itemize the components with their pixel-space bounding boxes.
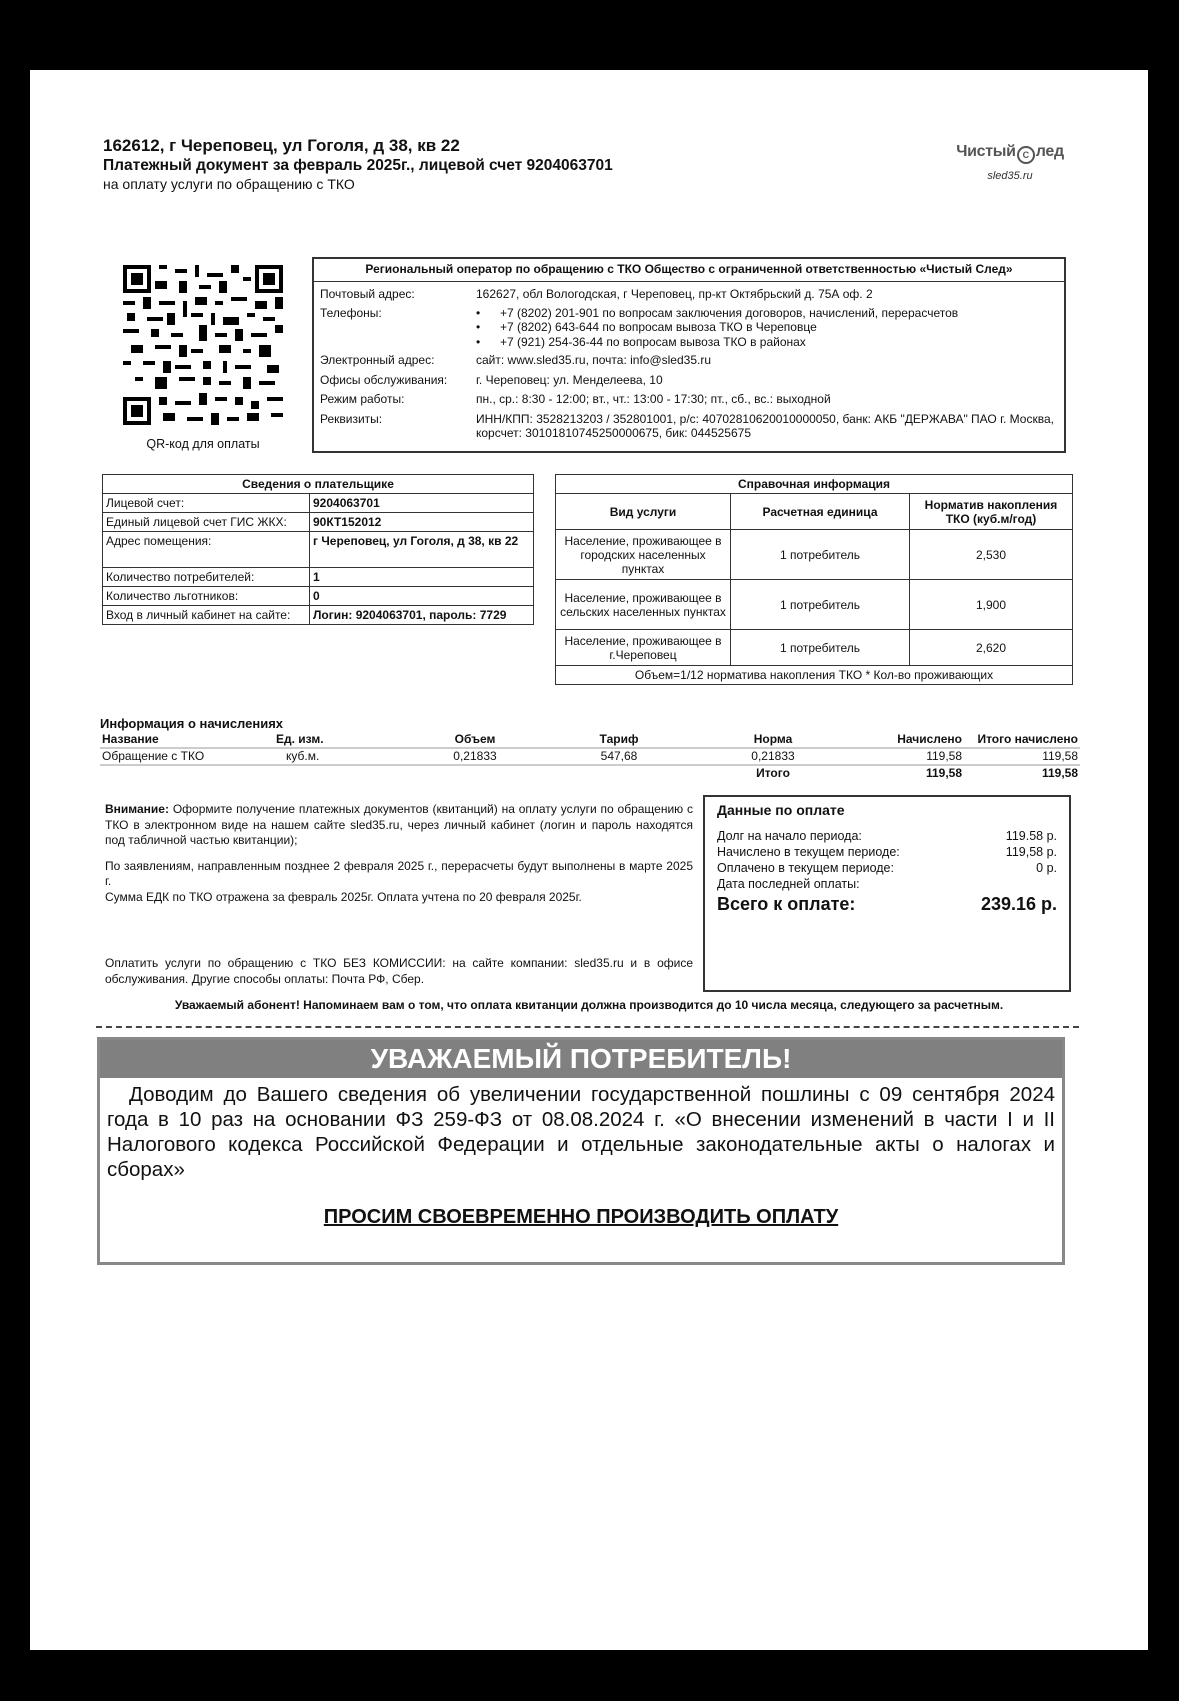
column-header: Начислено xyxy=(850,732,964,748)
table-row: Лицевой счет: 9204063701 xyxy=(103,494,534,513)
table-row: Количество льготников: 0 xyxy=(103,587,534,606)
payment-summary-box xyxy=(703,795,1071,992)
column-header: Норма xyxy=(696,732,850,748)
operator-title: Региональный оператор по обращению с ТКО Общество с ограниченной ответственностью «Чистый След» xyxy=(314,259,1064,282)
banner-body: Доводим до Вашего сведения об увеличении государственной пошлины с 09 сентября 2024 года в 10 раз на основании ФЗ 259-ФЗ от 08.08.2024 г. «О внесении изменений в части I и II Налогового кодекса Российской Федерации и отдельные законодательные акты о налогах и сборах» xyxy=(107,1083,1055,1181)
column-header: Объем xyxy=(408,732,542,748)
column-header: Ед. изм. xyxy=(274,732,408,748)
payment-row: Долг на начало периода: 119.58 р. xyxy=(717,829,1057,843)
qr-code-icon xyxy=(123,265,283,425)
column-header: Название xyxy=(100,732,274,748)
payer-table-title: Сведения о плательщике xyxy=(103,475,534,494)
table-row: Население, проживающее в г.Череповец 1 потребитель 2,620 xyxy=(556,630,1073,666)
total-due: Всего к оплате: 239.16 р. xyxy=(717,894,1057,914)
qr-caption: QR-код для оплаты xyxy=(146,437,260,451)
payment-document-page xyxy=(30,70,1148,1650)
operator-requisites-row: Реквизиты: ИНН/КПП: 3528213203 / 352801001, р/с: 40702810620010000050, банк: АКБ "ДЕРЖАВА" ПАО г. Москва, корсчет: 30101810745250000675, бик: 044525675 xyxy=(320,411,1054,440)
table-row: Вход в личный кабинет на сайте: Логин: 9204063701, пароль: 7729 xyxy=(103,606,534,625)
gis-account-number: 90КТ152012 xyxy=(310,513,534,532)
charges-title: Информация о начислениях xyxy=(100,716,284,731)
edk-note: Сумма ЕДК по ТКО отражена за февраль 2025г. Оплата учтена по 20 февраля 2025г. xyxy=(105,889,582,904)
attention-note: Внимание: Оформите получение платежных документов (квитанций) на оплату услуги по обращению с ТКО в электронном виде на нашем сайте sled35.ru, через личный кабинет (логин и пароль находятся под табличной частью квитанции); xyxy=(105,802,693,847)
column-header: Вид услуги xyxy=(556,494,731,530)
payment-summary-title: Данные по оплате xyxy=(717,802,845,818)
reference-footnote: Объем=1/12 норматива накопления ТКО * Кол-во проживающих xyxy=(556,666,1073,685)
phone-item: • +7 (8202) 201-901 по вопросам заключения договоров, начислений, перерасчетов xyxy=(500,306,1056,321)
header-address: 162612, г Череповец, ул Гоголя, д 38, кв 22 xyxy=(103,136,460,155)
table-row: Единый лицевой счет ГИС ЖКХ: 90КТ152012 xyxy=(103,513,534,532)
operator-email-row: Электронный адрес: сайт: www.sled35.ru, почта: info@sled35.ru xyxy=(320,353,712,367)
cut-line-divider xyxy=(96,1026,1079,1028)
no-commission-note: Оплатить услуги по обращению с ТКО БЕЗ КОМИССИИ: на сайте компании: sled35.ru и в офисе обслуживания. Другие способы оплаты: Почта РФ, Сбер. xyxy=(105,956,693,986)
banner-call-to-action: ПРОСИМ СВОЕВРЕМЕННО ПРОИЗВОДИТЬ ОПЛАТУ xyxy=(323,1206,839,1228)
logo-site: sled35.ru xyxy=(987,170,1033,182)
document-title: Платежный документ за февраль 2025г., лицевой счет 9204063701 xyxy=(103,157,613,174)
phone-item: • +7 (921) 254-36-44 по вопросам вывоза ТКО в районах xyxy=(500,335,1056,350)
table-row: Население, проживающее в городских населенных пунктах 1 потребитель 2,530 xyxy=(556,530,1073,580)
charges-table xyxy=(100,732,1080,781)
charges-total-row: Итого 119,58 119,58 xyxy=(756,766,1078,780)
document-subtitle: на оплату услуги по обращению с ТКО xyxy=(103,176,355,192)
payment-row: Начислено в текущем периоде: 119,58 р. xyxy=(717,845,1057,859)
operator-phones-row: Телефоны: • +7 (8202) 201-901 по вопросам заключения договоров, начислений, перерасчетов • +7 (8202) 643-644 по вопросам вывоза ТКО в Череповце • +7 (921) 254-36-44 по вопросам вывоза ТКО в районах xyxy=(314,306,1064,350)
table-row: Адрес помещения: г Череповец, ул Гоголя, д 38, кв 22 xyxy=(103,532,534,568)
column-header: Расчетная единица xyxy=(731,494,910,530)
column-header: Итого начислено xyxy=(964,732,1080,748)
reference-info-table xyxy=(555,474,1073,685)
payment-reminder: Уважаемый абонент! Напоминаем вам о том, что оплата квитанции должна производится до 10 числа месяца, следующего за расчетным. xyxy=(174,998,1004,1012)
login-credentials: Логин: 9204063701, пароль: 7729 xyxy=(310,606,534,625)
notes-block xyxy=(105,802,693,915)
payment-row: Дата последней оплаты: xyxy=(717,877,860,891)
column-header: Тариф xyxy=(542,732,696,748)
account-number: 9204063701 xyxy=(310,494,534,513)
company-logo xyxy=(955,143,1065,182)
notice-banner xyxy=(97,1037,1065,1265)
reference-table-title: Справочная информация xyxy=(556,475,1073,494)
premises-address: г Череповец, ул Гоголя, д 38, кв 22 xyxy=(310,532,534,568)
table-row: Количество потребителей: 1 xyxy=(103,568,534,587)
table-row: Население, проживающее в сельских населенных пунктах 1 потребитель 1,900 xyxy=(556,580,1073,630)
operator-info-box xyxy=(312,257,1066,453)
recalc-note: По заявлениям, направленным позднее 2 февраля 2025 г., перерасчеты будут выполнены в марте 2025 г. xyxy=(105,858,693,888)
operator-postal-row: Почтовый адрес: 162627, обл Вологодская, г Череповец, пр-кт Октябрьский д. 75А оф. 2 xyxy=(320,287,873,301)
footprint-icon: С xyxy=(1017,146,1035,164)
banner-title: УВАЖАЕМЫЙ ПОТРЕБИТЕЛЬ! xyxy=(100,1040,1062,1078)
operator-offices-row: Офисы обслуживания: г. Череповец: ул. Менделеева, 10 xyxy=(320,372,663,387)
table-row: Обращение с ТКО куб.м. 0,21833 547,68 0,21833 119,58 119,58 xyxy=(102,749,1078,763)
phone-item: • +7 (8202) 643-644 по вопросам вывоза ТКО в Череповце xyxy=(500,320,1056,335)
logo-wordmark: Чистый С лед xyxy=(955,143,1065,164)
operator-hours-row: Режим работы: пн., ср.: 8:30 - 12:00; вт., чт.: 13:00 - 17:30; пт., сб., вс.: выходной xyxy=(320,392,831,406)
payment-row: Оплачено в текущем периоде: 0 р. xyxy=(717,861,1057,875)
total-due-amount: 239.16 р. xyxy=(980,894,1057,914)
column-header: Норматив накопления ТКО (куб.м/год) xyxy=(910,494,1073,530)
payer-info-table xyxy=(102,474,534,625)
